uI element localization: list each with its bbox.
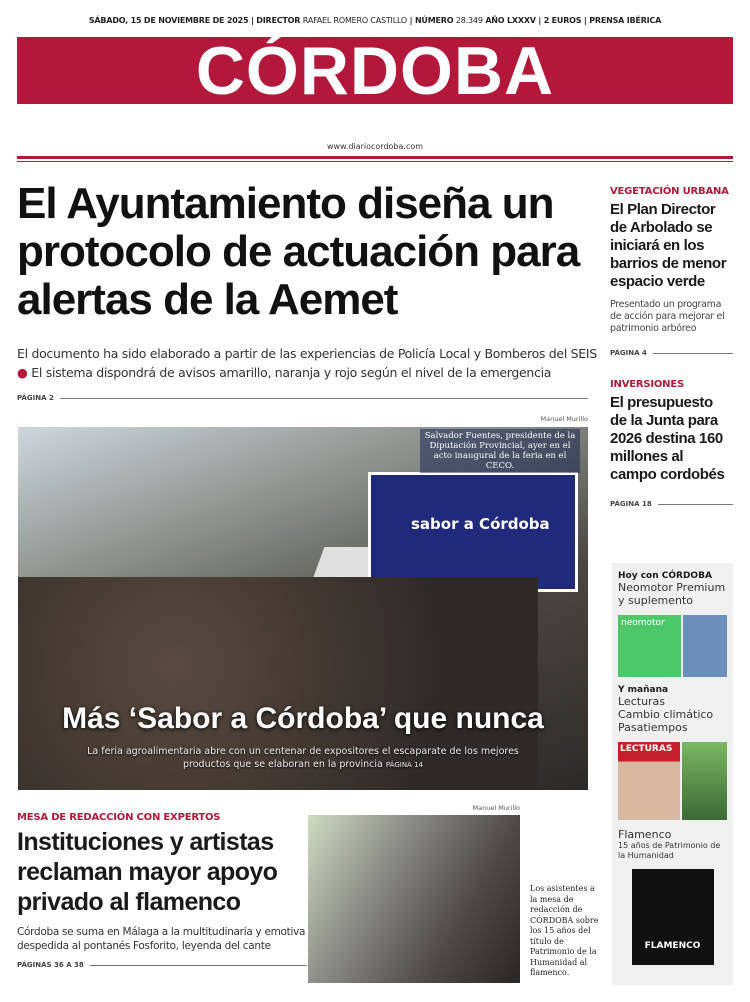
today-items: Neomotor Premium y suplemento <box>618 581 726 607</box>
main-headline[interactable]: El Ayuntamiento diseña un protocolo de actuación para alertas de la Aemet <box>17 179 580 324</box>
page-ref <box>610 500 733 508</box>
neomotor-thumbnail[interactable] <box>618 615 727 677</box>
stand-text: sabor a Córdoba <box>411 515 550 533</box>
rule <box>653 353 733 354</box>
lecturas-thumbnail[interactable] <box>618 742 727 820</box>
thumb-cover <box>683 615 727 677</box>
today-label: Hoy con CÓRDOBA <box>618 571 712 581</box>
kicker: VEGETACIÓN URBANA <box>610 186 729 197</box>
issue-number: 28.349 <box>455 16 483 25</box>
stand-banner <box>368 472 578 592</box>
year: AÑO LXXXV <box>485 16 536 25</box>
divider <box>17 161 733 162</box>
flamenco-title: Flamenco <box>618 828 672 841</box>
issue-label: NÚMERO <box>414 16 454 25</box>
photo-headline[interactable]: Más ‘Sabor a Córdoba’ que nunca <box>62 702 544 735</box>
website-url[interactable]: www.diariocordoba.com <box>326 142 424 151</box>
page-label: PÁGINA 14 <box>385 761 423 769</box>
page-ref <box>17 394 588 402</box>
tomorrow-label: Y mañana <box>618 685 669 695</box>
kicker: INVERSIONES <box>610 379 684 390</box>
tomorrow-item: Lecturas <box>618 695 666 708</box>
page-label: PÁGINA 4 <box>610 349 647 357</box>
article-headline[interactable]: El Plan Director de Arbolado se iniciará en los barrios de menor espacio verde <box>610 201 727 290</box>
subhead-1: El documento ha sido elaborado a partir de las experiencias de Policía Local y Bomberos del SEIS <box>17 346 597 361</box>
photo-subhead <box>78 745 528 772</box>
tomorrow-item: Cambio climático <box>618 708 714 721</box>
rule <box>90 965 307 966</box>
page-ref <box>610 349 733 357</box>
publisher: PRENSA IBÉRICA <box>589 16 662 25</box>
article-headline[interactable]: El presupuesto de la Junta para 2026 destina 160 millones al campo cordobés <box>610 394 725 483</box>
director: RAFAEL ROMERO CASTILLO <box>302 16 408 25</box>
article-summary: Córdoba se suma en Málaga a la multitudinaria y emotiva despedida al pontanés Fosforito, leyenda del cante <box>17 926 306 952</box>
kicker: MESA DE REDACCIÓN CON EXPERTOS <box>17 812 221 823</box>
logo: CÓRDOBA <box>195 32 555 109</box>
photo-caption: Los asistentes a la mesa de redacción de CÓRDOBA sobre los 15 años del título de Patrimonio de la Humanidad al flamenco. <box>530 884 599 977</box>
rule <box>658 504 733 505</box>
masthead <box>17 32 733 109</box>
date: SÁBADO, 15 DE NOVIEMBRE DE 2025 <box>88 16 249 25</box>
main-subhead <box>17 344 597 382</box>
article-headline[interactable]: Instituciones y artistas reclaman mayor apoyo privado al flamenco <box>17 828 278 916</box>
page-label: PÁGINAS 36 A 38 <box>17 961 84 969</box>
main-photo[interactable] <box>18 427 588 790</box>
director-label: DIRECTOR <box>256 16 301 25</box>
page-label: PÁGINA 2 <box>17 394 54 402</box>
flamenco-thumbnail[interactable]: FLAMENCO <box>632 869 714 965</box>
article-summary: Presentado un programa de acción para mejorar el patrimonio arbóreo <box>610 299 725 334</box>
photo-caption: Salvador Fuentes, presidente de la Diputación Provincial, ayer en el acto inaugural de la feria en el CECO. <box>420 429 580 473</box>
rule <box>60 398 588 399</box>
bullet-icon: ● <box>17 365 28 380</box>
flamenco-sub: 15 años de Patrimonio de la Humanidad <box>618 841 721 860</box>
top-info-bar: SÁBADO, 15 DE NOVIEMBRE DE 2025 | DIRECTOR RAFAEL ROMERO CASTILLO | NÚMERO 28.349 AÑO LXXXV | 2 EUROS | PRENSA IBÉRICA <box>88 16 662 25</box>
page-label: PÁGINA 18 <box>610 500 652 508</box>
thumb-label: neomotor <box>618 615 681 677</box>
photo-credit: Manuel Murillo <box>472 804 520 812</box>
thumb-cover <box>682 742 727 820</box>
roundtable-photo[interactable] <box>308 815 520 983</box>
subhead-2: El sistema dispondrá de avisos amarillo, naranja y rojo según el nivel de la emergencia <box>31 365 552 380</box>
page-ref <box>17 961 307 969</box>
thumb-label: LECTURAS <box>618 742 680 820</box>
divider <box>17 156 733 159</box>
supplements-box <box>612 563 733 985</box>
price: 2 EUROS <box>543 16 582 25</box>
bottom-article <box>17 812 307 969</box>
tomorrow-item: Pasatiempos <box>618 721 688 734</box>
photo-credit: Manuel Murillo <box>540 415 588 423</box>
photo-sub-text: La feria agroalimentaria abre con un centenar de expositores el escaparate de los mejores productos que se elaboran en la provincia <box>87 746 519 770</box>
right-column <box>610 186 733 508</box>
